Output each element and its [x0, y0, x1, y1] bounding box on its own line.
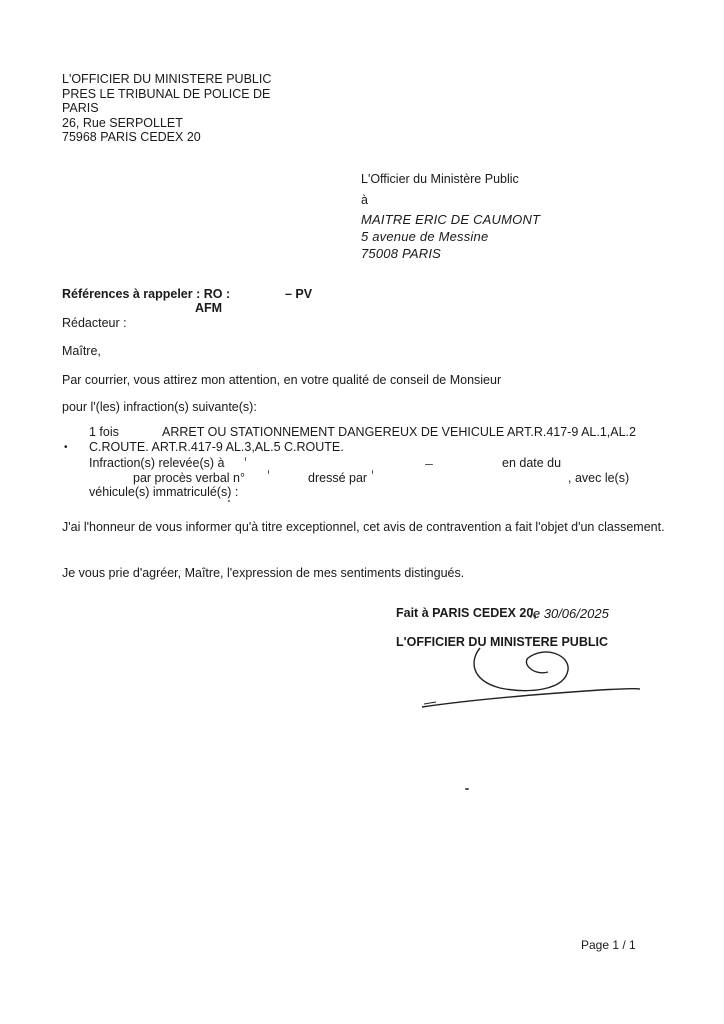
- to-word: à: [361, 193, 368, 207]
- closing-paragraph: Je vous prie d'agréer, Maître, l'expression de mes sentiments distingués.: [62, 566, 465, 580]
- references-pv: – PV: [285, 287, 313, 301]
- date-label: en date du: [502, 456, 562, 470]
- vehicle-registration-label: véhicule(s) immatriculé(s) :: [89, 485, 239, 499]
- recipient-name: MAITRE ERIC DE CAUMONT: [361, 212, 541, 227]
- scan-speck: [245, 457, 246, 461]
- scan-speck: [425, 464, 433, 465]
- body-paragraph: pour l'(les) infraction(s) suivante(s):: [62, 400, 257, 414]
- body-paragraph: Par courrier, vous attirez mon attention, en votre qualité de conseil de Monsieur: [62, 373, 502, 387]
- scan-speck: [228, 500, 230, 502]
- redacteur-label: Rédacteur :: [62, 316, 127, 330]
- offense-text: C.ROUTE. ART.R.417-9 AL.3,AL.5 C.ROUTE.: [89, 440, 344, 454]
- sender-line: 75968 PARIS CEDEX 20: [62, 130, 201, 144]
- sender-line: L'OFFICIER DU MINISTERE PUBLIC: [62, 72, 272, 86]
- salutation: Maître,: [62, 344, 101, 358]
- scan-speck: [268, 470, 269, 474]
- vehicle-with-label: , avec le(s): [568, 471, 630, 485]
- scan-speck: [372, 470, 373, 474]
- body-paragraph: J'ai l'honneur de vous informer qu'à titre exceptionnel, cet avis de contravention a fait l'objet d'un classement.: [62, 520, 665, 534]
- recipient-address-line: 5 avenue de Messine: [361, 229, 489, 244]
- offense-count: 1 fois: [89, 425, 119, 439]
- signature-place: Fait à PARIS CEDEX 20,: [396, 606, 537, 620]
- signature-date: le 30/06/2025: [530, 606, 609, 621]
- issued-by-label: dressé par: [308, 471, 368, 485]
- infraction-location-label: Infraction(s) relevée(s) à: [89, 456, 225, 470]
- sender-line: PARIS: [62, 101, 99, 115]
- signature-title: L'OFFICIER DU MINISTERE PUBLIC: [396, 635, 608, 649]
- bullet-marker: •: [64, 442, 68, 453]
- references-label: Références à rappeler : RO :: [62, 287, 231, 301]
- from-label: L'Officier du Ministère Public: [361, 172, 519, 186]
- scan-speck: [465, 788, 469, 790]
- recipient-address-line: 75008 PARIS: [361, 246, 442, 261]
- sender-line: PRES LE TRIBUNAL DE POLICE DE: [62, 86, 271, 101]
- offense-text: ARRET OU STATIONNEMENT DANGEREUX DE VEHICULE ART.R.417-9 AL.1,AL.2: [162, 425, 636, 439]
- references-afm: AFM: [195, 301, 223, 315]
- page-number: Page 1 / 1: [581, 938, 636, 952]
- sender-line: 26, Rue SERPOLLET: [62, 115, 183, 130]
- pv-number-label: par procès verbal n°: [133, 471, 245, 485]
